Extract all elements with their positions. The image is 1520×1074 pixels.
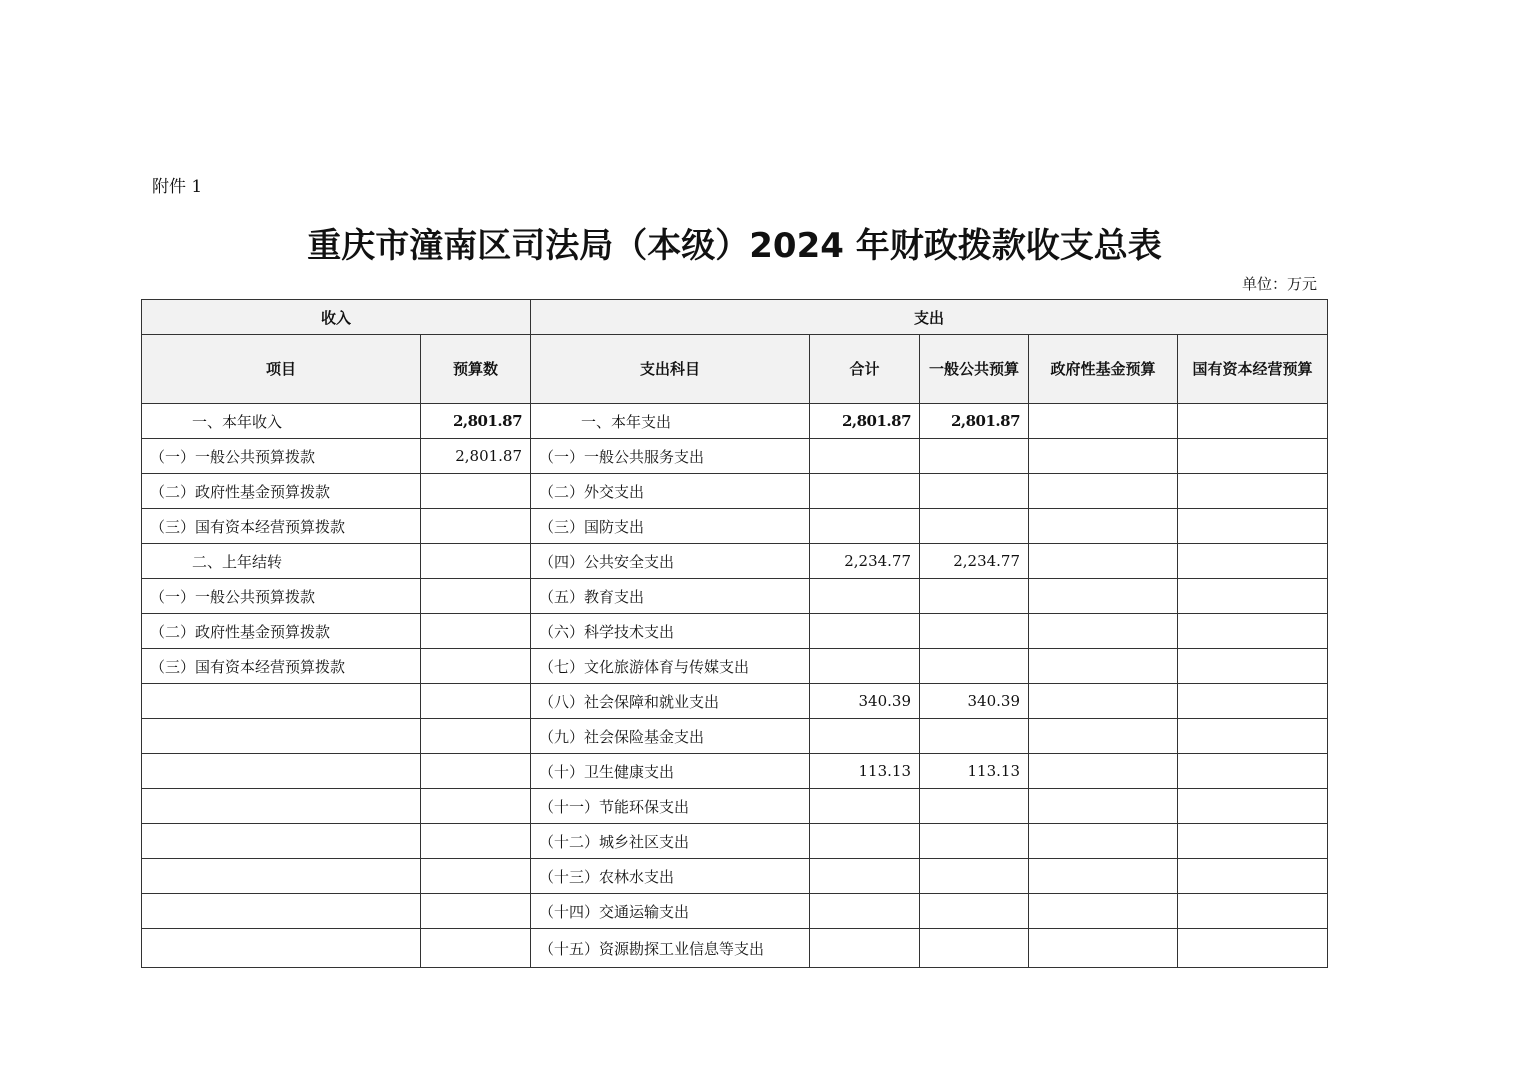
income-item-cell <box>142 754 421 789</box>
total-cell <box>810 824 920 859</box>
expense-item-cell: （四）公共安全支出 <box>531 544 810 579</box>
expense-item-cell: （八）社会保障和就业支出 <box>531 684 810 719</box>
total-cell <box>810 509 920 544</box>
income-item-cell: （三）国有资本经营预算拨款 <box>142 649 421 684</box>
state-capital-cell <box>1178 929 1328 968</box>
gov-fund-cell <box>1029 859 1178 894</box>
state-capital-cell <box>1178 789 1328 824</box>
total-cell <box>810 474 920 509</box>
state-capital-cell <box>1178 649 1328 684</box>
state-capital-header: 国有资本经营预算 <box>1178 335 1328 404</box>
total-cell <box>810 439 920 474</box>
total-cell: 2,234.77 <box>810 544 920 579</box>
general-public-cell <box>920 859 1029 894</box>
table-row <box>142 929 1328 968</box>
total-cell <box>810 929 920 968</box>
income-value-cell <box>421 544 531 579</box>
table-row <box>142 509 1328 544</box>
table-row <box>142 754 1328 789</box>
general-public-cell: 2,801.87 <box>920 404 1029 439</box>
expense-item-cell: （七）文化旅游体育与传媒支出 <box>531 649 810 684</box>
total-header: 合计 <box>810 335 920 404</box>
total-cell <box>810 894 920 929</box>
gov-fund-cell <box>1029 544 1178 579</box>
state-capital-cell <box>1178 544 1328 579</box>
gov-fund-cell <box>1029 684 1178 719</box>
table-row <box>142 894 1328 929</box>
income-item-cell <box>142 929 421 968</box>
expense-item-cell: （二）外交支出 <box>531 474 810 509</box>
expense-item-cell: （三）国防支出 <box>531 509 810 544</box>
income-item-cell: （二）政府性基金预算拨款 <box>142 474 421 509</box>
general-public-cell <box>920 579 1029 614</box>
gov-fund-cell <box>1029 649 1178 684</box>
general-public-cell: 340.39 <box>920 684 1029 719</box>
income-value-cell <box>421 614 531 649</box>
page-title: 重庆市潼南区司法局（本级）2024 年财政拨款收支总表 <box>307 226 1162 266</box>
expense-item-cell: （十）卫生健康支出 <box>531 754 810 789</box>
table-row <box>142 474 1328 509</box>
income-value-cell <box>421 929 531 968</box>
table-row <box>142 824 1328 859</box>
gov-fund-cell <box>1029 404 1178 439</box>
state-capital-cell <box>1178 684 1328 719</box>
table-row <box>142 544 1328 579</box>
expense-item-cell: （十一）节能环保支出 <box>531 789 810 824</box>
general-public-cell <box>920 789 1029 824</box>
table-row <box>142 684 1328 719</box>
attachment-label: 附件 1 <box>152 177 203 197</box>
state-capital-cell <box>1178 824 1328 859</box>
expense-header: 支出 <box>531 300 1328 335</box>
income-header: 收入 <box>142 300 531 335</box>
expense-item-cell: （十二）城乡社区支出 <box>531 824 810 859</box>
income-value-cell <box>421 684 531 719</box>
header-row-columns <box>142 335 1328 404</box>
income-item-cell: （三）国有资本经营预算拨款 <box>142 509 421 544</box>
expense-item-cell: （十五）资源勘探工业信息等支出 <box>531 929 810 968</box>
income-item-cell <box>142 789 421 824</box>
header-row-group <box>142 300 1328 335</box>
state-capital-cell <box>1178 579 1328 614</box>
income-item-cell <box>142 894 421 929</box>
gov-fund-cell <box>1029 719 1178 754</box>
state-capital-cell <box>1178 719 1328 754</box>
expense-item-cell: （五）教育支出 <box>531 579 810 614</box>
income-item-cell <box>142 859 421 894</box>
item-header: 项目 <box>142 335 421 404</box>
state-capital-cell <box>1178 474 1328 509</box>
expense-item-cell: （十四）交通运输支出 <box>531 894 810 929</box>
total-cell <box>810 719 920 754</box>
total-cell <box>810 649 920 684</box>
general-public-cell: 113.13 <box>920 754 1029 789</box>
income-item-cell <box>142 719 421 754</box>
state-capital-cell <box>1178 439 1328 474</box>
gov-fund-cell <box>1029 439 1178 474</box>
income-item-cell: （二）政府性基金预算拨款 <box>142 614 421 649</box>
income-item-cell: 二、上年结转 <box>142 544 421 579</box>
total-cell: 113.13 <box>810 754 920 789</box>
budget-table <box>141 299 1328 968</box>
table-row <box>142 439 1328 474</box>
state-capital-cell <box>1178 404 1328 439</box>
gov-fund-cell <box>1029 894 1178 929</box>
income-value-cell <box>421 789 531 824</box>
general-public-cell <box>920 824 1029 859</box>
general-public-header: 一般公共预算 <box>920 335 1029 404</box>
gov-fund-cell <box>1029 579 1178 614</box>
total-cell <box>810 579 920 614</box>
gov-fund-cell <box>1029 509 1178 544</box>
state-capital-cell <box>1178 754 1328 789</box>
income-value-cell <box>421 719 531 754</box>
total-cell: 340.39 <box>810 684 920 719</box>
general-public-cell <box>920 509 1029 544</box>
state-capital-cell <box>1178 894 1328 929</box>
total-cell <box>810 789 920 824</box>
general-public-cell <box>920 894 1029 929</box>
income-value-cell <box>421 824 531 859</box>
expense-item-cell: （一）一般公共服务支出 <box>531 439 810 474</box>
income-value-cell <box>421 649 531 684</box>
unit-label: 单位：万元 <box>1241 275 1317 293</box>
gov-fund-cell <box>1029 474 1178 509</box>
income-item-cell <box>142 824 421 859</box>
general-public-cell <box>920 649 1029 684</box>
gov-fund-cell <box>1029 754 1178 789</box>
general-public-cell <box>920 439 1029 474</box>
income-value-cell: 2,801.87 <box>421 404 531 439</box>
income-value-cell <box>421 579 531 614</box>
budget-header: 预算数 <box>421 335 531 404</box>
table-body <box>142 404 1328 968</box>
total-cell <box>810 859 920 894</box>
table-row <box>142 579 1328 614</box>
income-item-cell: 一、本年收入 <box>142 404 421 439</box>
table-row <box>142 404 1328 439</box>
total-cell <box>810 614 920 649</box>
expense-subject-header: 支出科目 <box>531 335 810 404</box>
general-public-cell <box>920 719 1029 754</box>
expense-item-cell: 一、本年支出 <box>531 404 810 439</box>
income-value-cell <box>421 894 531 929</box>
gov-fund-cell <box>1029 824 1178 859</box>
income-value-cell <box>421 859 531 894</box>
income-item-cell: （一）一般公共预算拨款 <box>142 579 421 614</box>
gov-fund-cell <box>1029 789 1178 824</box>
expense-item-cell: （十三）农林水支出 <box>531 859 810 894</box>
general-public-cell: 2,234.77 <box>920 544 1029 579</box>
income-value-cell <box>421 754 531 789</box>
expense-item-cell: （九）社会保险基金支出 <box>531 719 810 754</box>
table-row <box>142 614 1328 649</box>
income-item-cell <box>142 684 421 719</box>
income-item-cell: （一）一般公共预算拨款 <box>142 439 421 474</box>
gov-fund-header: 政府性基金预算 <box>1029 335 1178 404</box>
table-row <box>142 789 1328 824</box>
state-capital-cell <box>1178 509 1328 544</box>
income-value-cell: 2,801.87 <box>421 439 531 474</box>
state-capital-cell <box>1178 614 1328 649</box>
table-row <box>142 859 1328 894</box>
table-row <box>142 649 1328 684</box>
general-public-cell <box>920 929 1029 968</box>
general-public-cell <box>920 614 1029 649</box>
table-row <box>142 719 1328 754</box>
income-value-cell <box>421 509 531 544</box>
gov-fund-cell <box>1029 929 1178 968</box>
gov-fund-cell <box>1029 614 1178 649</box>
general-public-cell <box>920 474 1029 509</box>
expense-item-cell: （六）科学技术支出 <box>531 614 810 649</box>
income-value-cell <box>421 474 531 509</box>
total-cell: 2,801.87 <box>810 404 920 439</box>
state-capital-cell <box>1178 859 1328 894</box>
